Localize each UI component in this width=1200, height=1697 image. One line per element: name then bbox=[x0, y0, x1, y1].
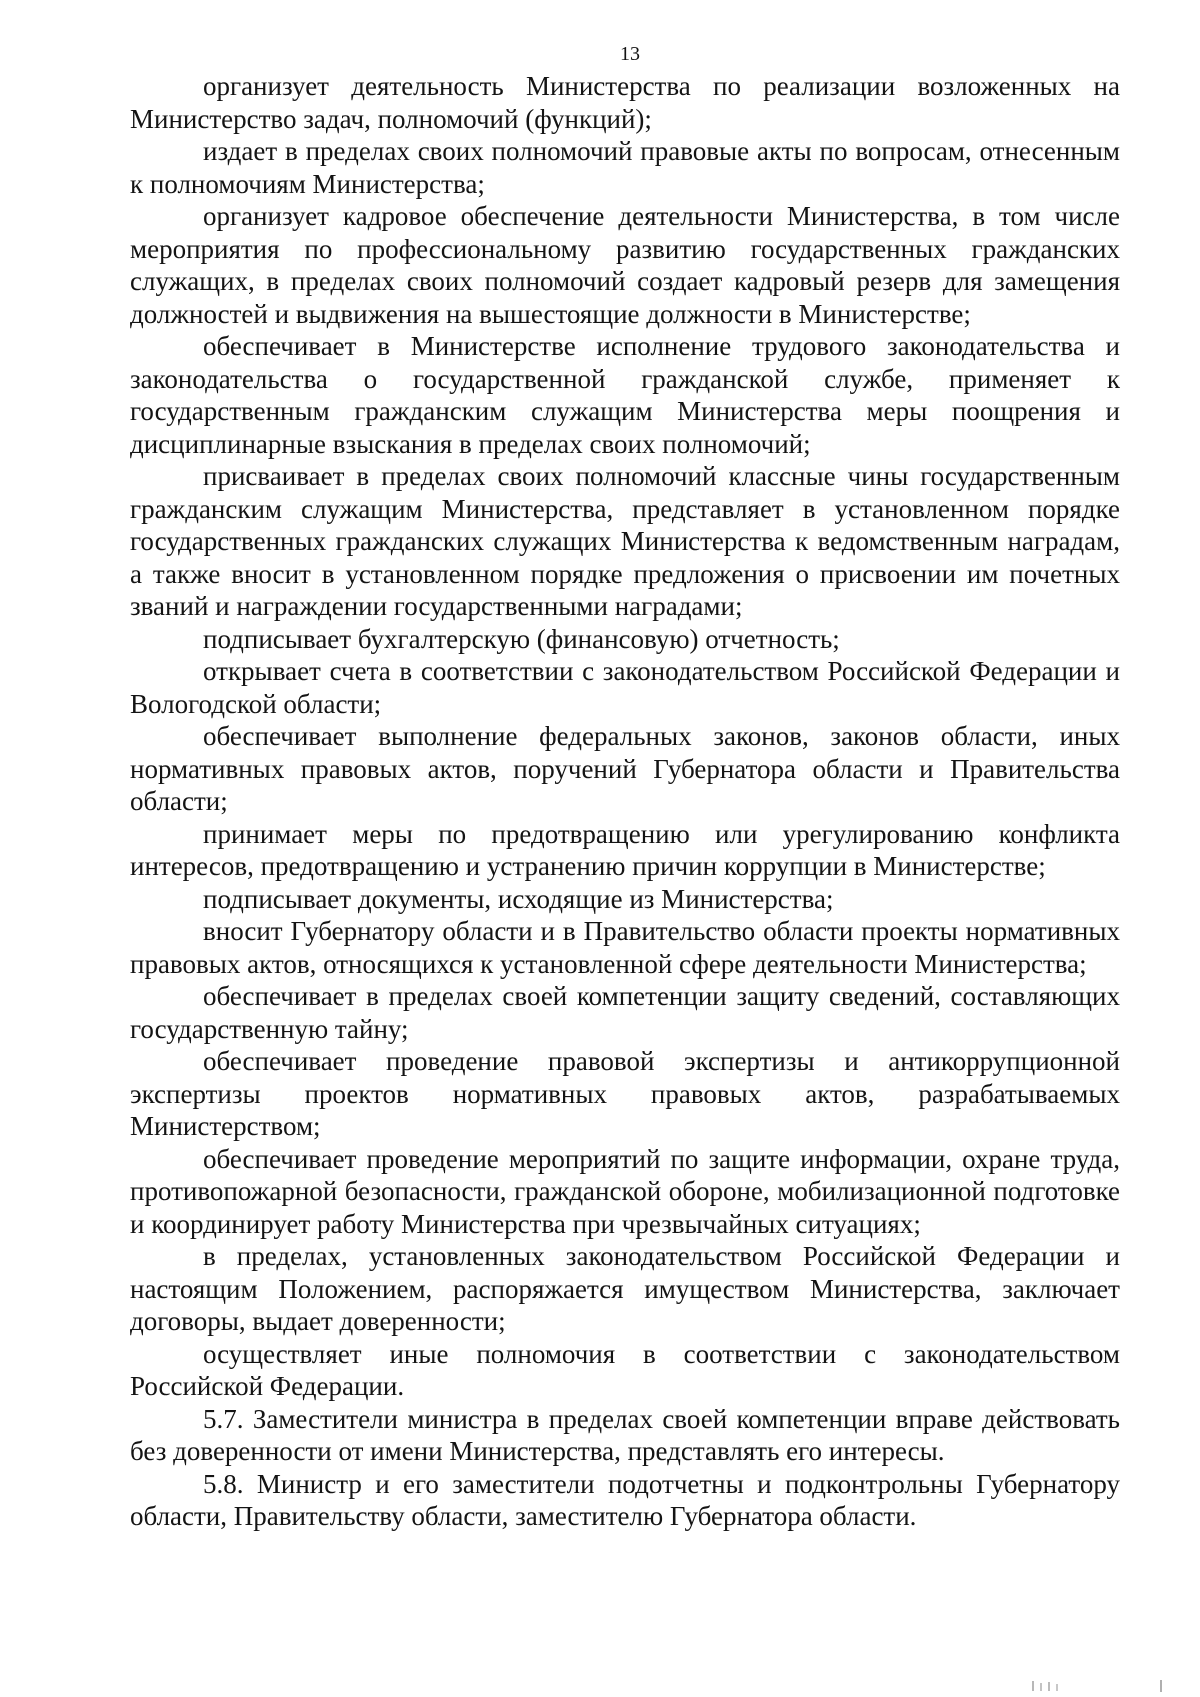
paragraph: организует деятельность Министерства по реализации возложенных на Министерство задач, полномочий (функций); bbox=[130, 71, 1120, 134]
paragraph: осуществляет иные полномочия в соответствии с законодательством Российской Федерации. bbox=[130, 1338, 1120, 1401]
paragraph: обеспечивает в пределах своей компетенции защиту сведений, составляющих государственную тайну; bbox=[130, 981, 1120, 1044]
paragraph-5-8: 5.8. Министр и его заместители подотчетны и подконтрольны Губернатору области, Правительству области, заместителю Губернатора области. bbox=[130, 1468, 1120, 1531]
paragraph: открывает счета в соответствии с законодательством Российской Федерации и Вологодской области; bbox=[130, 656, 1120, 719]
paragraph: обеспечивает проведение мероприятий по защите информации, охране труда, противопожарной безопасности, гражданской обороне, мобилизационной подготовке и координирует работу Министерства при чрезвычайных ситуациях; bbox=[130, 1143, 1120, 1239]
document-body bbox=[130, 70, 1120, 1533]
paragraph: обеспечивает проведение правовой экспертизы и антикоррупционной экспертизы проектов нормативных правовых актов, разрабатываемых Министерством; bbox=[130, 1046, 1120, 1141]
paragraph: издает в пределах своих полномочий правовые акты по вопросам, отнесенным к полномочиям Министерства; bbox=[130, 136, 1120, 199]
paragraph: обеспечивает выполнение федеральных законов, законов области, иных нормативных правовых актов, поручений Губернатора области и Правительства области; bbox=[130, 721, 1120, 816]
paragraph: обеспечивает в Министерстве исполнение трудового законодательства и законодательства о государственной гражданской службе, применяет к государственным гражданским служащим Министерства меры поощрения и дисциплинарные взыскания в пределах своих полномочий; bbox=[130, 331, 1120, 459]
scan-artifact-marks bbox=[1032, 1679, 1172, 1693]
page-number: 13 bbox=[620, 43, 640, 65]
paragraph: в пределах, установленных законодательством Российской Федерации и настоящим Положением, распоряжается имуществом Министерства, заключает договоры, выдает доверенности; bbox=[130, 1241, 1120, 1336]
paragraph: присваивает в пределах своих полномочий классные чины государственным гражданским служащим Министерства, представляет в установленном порядке государственных гражданских служащих Министерства к ведомственным наградам, а также вносит в установленном порядке предложения о присвоении им почетных званий и награждении государственными наградами; bbox=[130, 461, 1120, 621]
paragraph: принимает меры по предотвращению или урегулированию конфликта интересов, предотвращению и устранению причин коррупции в Министерстве; bbox=[130, 818, 1120, 881]
paragraph: подписывает документы, исходящие из Министерства; bbox=[203, 883, 834, 914]
paragraph: вносит Губернатору области и в Правительство области проекты нормативных правовых актов, относящихся к установленной сфере деятельности Министерства; bbox=[130, 916, 1120, 979]
paragraph-5-7: 5.7. Заместители министра в пределах своей компетенции вправе действовать без доверенности от имени Министерства, представлять его интересы. bbox=[130, 1403, 1120, 1466]
paragraph: подписывает бухгалтерскую (финансовую) отчетность; bbox=[203, 623, 840, 654]
paragraph: организует кадровое обеспечение деятельности Министерства, в том числе мероприятия по профессиональному развитию государственных гражданских служащих, в пределах своих полномочий создает кадровый резерв для замещения должностей и выдвижения на вышестоящие должности в Министерстве; bbox=[130, 201, 1120, 329]
